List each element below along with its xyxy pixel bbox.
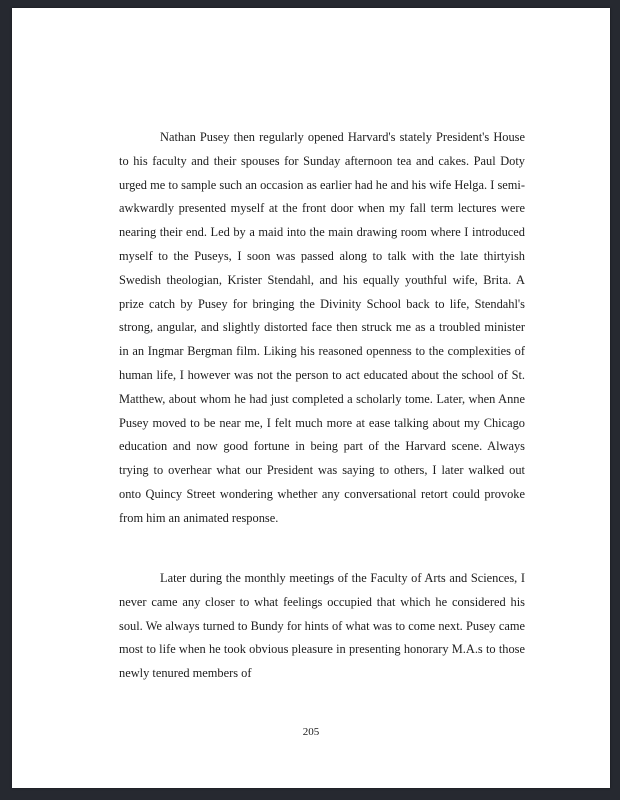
body-paragraph-2: Later during the monthly meetings of the Faculty of Arts and Sciences, I never came any closer to what feelings occupied that which he considered his soul. We always turned to Bundy for hints of what was to come next. Pusey came most to life when he took obvious pleasure in presenting honorary M.A.s to those newly tenured members of xyxy=(119,571,525,681)
document-page xyxy=(12,8,610,788)
page-number: 205 xyxy=(302,726,320,738)
body-paragraph-1: Nathan Pusey then regularly opened Harvard's stately President's House to his faculty and their spouses for Sunday afternoon tea and cakes. Paul Doty urged me to sample such an occasion as earlier had he and his wife Helga. I semi-awkwardly presented myself at the front door when my fall term lectures were nearing their end. Led by a maid into the main drawing room where I introduced myself to the Puseys, I soon was passed along to talk with the late thirtyish Swedish theologian, Krister Stendahl, and his equally youthful wife, Brita. A prize catch by Pusey for bringing the Divinity School back to life, Stendahl's strong, angular, and slightly distorted face then struck me as a troubled minister in an Ingmar Bergman film. Liking his reasoned openness to the complexities of human life, I however was not the person to act educated about the school of St. Matthew, about whom he had just completed a scholarly tome. Later, when Anne Pusey moved to be near me, I felt much more at ease talking about my Chicago education and now good fortune in being part of the Harvard scene. Always trying to overhear what our President was saying to others, I later walked out onto Quincy Street wondering whether any conversational retort could provoke from him an animated response. xyxy=(119,130,525,525)
